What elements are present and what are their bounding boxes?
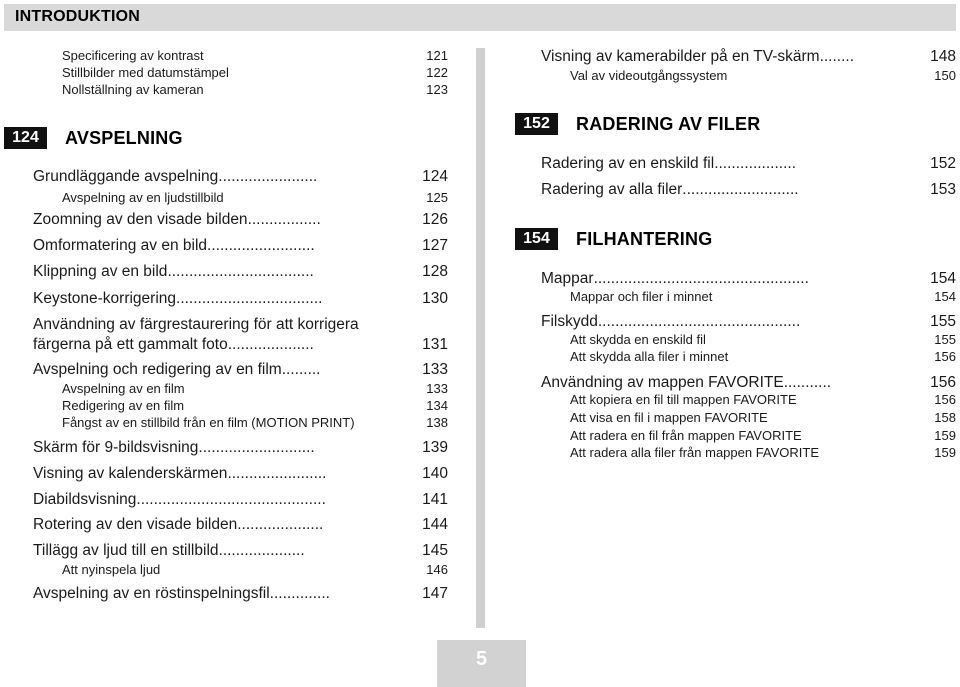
section-page-badge: 152 — [515, 113, 558, 135]
entry-leader: ............................................ — [136, 491, 326, 508]
entry-title: Att kopiera en fil till mappen FAVORITE — [570, 392, 797, 407]
entry-page: 144 — [422, 516, 448, 533]
entry-page: 156 — [934, 349, 956, 364]
entry-title: Tillägg av ljud till en stillbild — [33, 542, 219, 559]
entry-title: Att skydda en enskild fil — [570, 332, 706, 347]
entry-title: Avspelning av en ljudstillbild — [62, 190, 224, 205]
entry-title: Visning av kalenderskärmen — [33, 465, 228, 482]
toc-entry[interactable] — [570, 392, 956, 407]
entry-title: Zoomning av den visade bilden — [33, 211, 248, 228]
entry-page: 145 — [422, 542, 448, 559]
entry-page: 125 — [426, 190, 448, 205]
entry-page: 140 — [422, 465, 448, 482]
entry-title: Att radera en fil från mappen FAVORITE — [570, 428, 802, 443]
entry-page: 123 — [426, 82, 448, 97]
entry-leader: ................... — [714, 155, 797, 172]
toc-entry[interactable] — [33, 542, 448, 560]
toc-entry[interactable] — [570, 445, 956, 460]
entry-leader: ........................... — [198, 439, 315, 456]
entry-page: 139 — [422, 439, 448, 456]
entry-page: 127 — [422, 237, 448, 254]
entry-title: Att skydda alla filer i minnet — [570, 349, 729, 364]
toc-entry[interactable] — [570, 68, 956, 83]
toc-entry[interactable] — [570, 332, 956, 347]
section-heading-filhantering[interactable] — [515, 228, 712, 250]
toc-entry[interactable] — [33, 516, 448, 534]
entry-leader: ........ — [819, 48, 855, 65]
entry-title: Filskydd — [541, 313, 598, 330]
toc-entry[interactable] — [33, 290, 448, 308]
toc-entry[interactable] — [62, 65, 448, 80]
entry-page: 130 — [422, 290, 448, 307]
entry-title: Avspelning och redigering av en film — [33, 361, 282, 378]
toc-entry[interactable] — [33, 316, 448, 334]
toc-entry[interactable] — [33, 585, 448, 603]
entry-title: färgerna på ett gammalt foto — [33, 336, 228, 353]
entry-title: Val av videoutgångssystem — [570, 68, 728, 83]
entry-title: Mappar — [541, 270, 594, 287]
entry-title: Att visa en fil i mappen FAVORITE — [570, 410, 768, 425]
toc-entry[interactable] — [62, 190, 448, 205]
header-title: INTRODUKTION — [15, 8, 141, 25]
entry-page: 155 — [930, 313, 956, 330]
section-page-badge: 124 — [4, 127, 47, 149]
entry-page: 156 — [930, 374, 956, 391]
entry-title: Användning av färgrestaurering för att korrigera — [33, 316, 359, 333]
entry-page: 156 — [934, 392, 956, 407]
entry-title: Grundläggande avspelning — [33, 168, 219, 185]
toc-entry[interactable] — [33, 237, 448, 255]
entry-page: 121 — [426, 48, 448, 63]
entry-page: 141 — [422, 491, 448, 508]
entry-page: 126 — [422, 211, 448, 228]
entry-title: Nollställning av kameran — [62, 82, 204, 97]
entry-page: 152 — [930, 155, 956, 172]
entry-title: Skärm för 9-bildsvisning — [33, 439, 199, 456]
entry-leader: ........... — [783, 374, 832, 391]
toc-entry[interactable] — [541, 374, 956, 392]
toc-entry[interactable] — [33, 211, 448, 229]
section-title: AVSPELNING — [65, 127, 183, 148]
entry-title: Omformatering av en bild — [33, 237, 208, 254]
entry-page: 159 — [934, 445, 956, 460]
entry-title: Avspelning av en röstinspelningsfil — [33, 585, 270, 602]
entry-title: Radering av en enskild fil — [541, 155, 715, 172]
entry-leader: .................................. — [167, 263, 314, 280]
entry-page: 133 — [426, 381, 448, 396]
toc-entry[interactable] — [62, 381, 448, 396]
entry-title: Keystone-korrigering — [33, 290, 177, 307]
entry-leader: ....................... — [218, 168, 318, 185]
toc-entry[interactable] — [541, 48, 956, 66]
entry-leader: .................... — [227, 336, 314, 353]
entry-title: Mappar och filer i minnet — [570, 289, 713, 304]
toc-entry[interactable] — [62, 398, 448, 413]
toc-entry[interactable] — [541, 270, 956, 288]
header-bar — [4, 4, 956, 31]
section-heading-radering[interactable] — [515, 113, 760, 135]
toc-entry[interactable] — [570, 410, 956, 425]
toc-entry[interactable] — [570, 289, 956, 304]
entry-title: Redigering av en film — [62, 398, 185, 413]
toc-entry[interactable] — [33, 336, 448, 354]
entry-title: Radering av alla filer — [541, 181, 683, 198]
entry-title: Fångst av en stillbild från en film (MOTION PRINT) — [62, 415, 355, 430]
entry-leader: ......... — [281, 361, 321, 378]
toc-entry[interactable] — [570, 428, 956, 443]
entry-title: Att radera alla filer från mappen FAVORITE — [570, 445, 820, 460]
entry-title: Avspelning av en film — [62, 381, 185, 396]
entry-leader: ............................................... — [597, 313, 801, 330]
entry-page: 124 — [422, 168, 448, 185]
entry-page: 133 — [422, 361, 448, 378]
entry-page: 154 — [934, 289, 956, 304]
entry-title: Diabildsvisning — [33, 491, 137, 508]
toc-entry[interactable] — [33, 168, 448, 186]
entry-leader: ........................... — [682, 181, 799, 198]
toc-entry[interactable] — [33, 439, 448, 457]
entry-leader: .................................. — [176, 290, 323, 307]
toc-entry[interactable] — [62, 562, 448, 577]
entry-leader: ......................... — [207, 237, 315, 254]
entry-page: 155 — [934, 332, 956, 347]
entry-title: Visning av kamerabilder på en TV-skärm — [541, 48, 820, 65]
toc-entry[interactable] — [541, 181, 956, 199]
section-heading-avspelning[interactable] — [4, 127, 183, 149]
entry-page: 153 — [930, 181, 956, 198]
section-title: RADERING AV FILER — [576, 113, 761, 134]
page-number: 5 — [475, 648, 488, 670]
entry-page: 134 — [426, 398, 448, 413]
entry-page: 146 — [426, 562, 448, 577]
toc-entry[interactable] — [541, 155, 956, 173]
entry-page: 122 — [426, 65, 448, 80]
entry-page: 128 — [422, 263, 448, 280]
toc-entry[interactable] — [62, 48, 448, 63]
entry-leader: .................... — [218, 542, 305, 559]
entry-leader: .................... — [237, 516, 324, 533]
entry-title: Stillbilder med datumstämpel — [62, 65, 229, 80]
section-page-badge: 154 — [515, 228, 558, 250]
toc-entry[interactable] — [33, 465, 448, 483]
entry-leader: .................................................. — [593, 270, 809, 287]
toc-entry[interactable] — [62, 82, 448, 97]
toc-entry[interactable] — [62, 415, 448, 430]
toc-entry[interactable] — [570, 349, 956, 364]
entry-page: 158 — [934, 410, 956, 425]
entry-page: 154 — [930, 270, 956, 287]
entry-page: 147 — [422, 585, 448, 602]
entry-title: Att nyinspela ljud — [62, 562, 161, 577]
entry-page: 150 — [934, 68, 956, 83]
entry-page: 148 — [930, 48, 956, 65]
entry-title: Rotering av den visade bilden — [33, 516, 238, 533]
column-divider — [476, 48, 485, 628]
section-title: FILHANTERING — [576, 228, 713, 249]
entry-leader: .............. — [269, 585, 330, 602]
toc-entry[interactable] — [33, 361, 448, 379]
entry-title: Klippning av en bild — [33, 263, 168, 280]
toc-entry[interactable] — [541, 313, 956, 331]
entry-leader: ....................... — [227, 465, 327, 482]
entry-title: Specificering av kontrast — [62, 48, 204, 63]
entry-leader: ................. — [247, 211, 321, 228]
entry-title: Användning av mappen FAVORITE — [541, 374, 784, 391]
entry-page: 138 — [426, 415, 448, 430]
page-number-box — [437, 640, 526, 687]
entry-page: 131 — [422, 336, 448, 353]
entry-page: 159 — [934, 428, 956, 443]
toc-entry[interactable] — [33, 263, 448, 281]
toc-entry[interactable] — [33, 491, 448, 509]
